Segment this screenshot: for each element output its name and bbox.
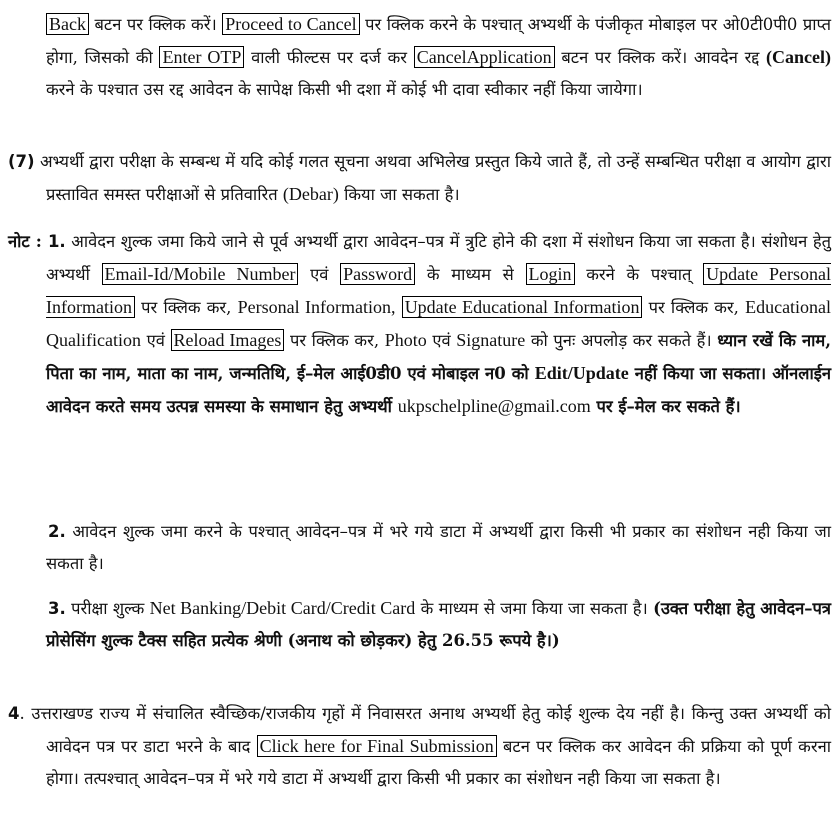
cancel-application-button-ref: CancelApplication	[414, 46, 555, 68]
enter-otp-button-ref: Enter OTP	[159, 46, 244, 68]
processing-fee-note: (उक्त परीक्षा हेतु आवेदन–पत्र प्रोसेसिंग शुल्क टैक्स सहित प्रत्येक श्रेणी (अनाथ को छोड़कर) हेतु 26.55 रूपये है।)	[46, 599, 831, 650]
cancel-paragraph: Back बटन पर क्लिक करें। Proceed to Cancel पर क्लिक करने के पश्चात् अभ्यर्थी के पंजीकृत मोबाइल पर ओ0टी0पी0 प्राप्त होगा, जिसको की Enter OTP वाली फील्टस पर दर्ज कर CancelApplication बटन पर क्लिक करें। आवदेन रद्द (Cancel) करने के पश्चात उस रद्द आवेदन के सापेक्ष किसी भी दशा में कोई भी दावा स्वीकार नहीं किया जायेगा।	[46, 14, 831, 99]
note-1-warning: ध्यान रखें कि नाम, पिता का नाम, माता का नाम, जन्मतिथि, ई–मेल आई0डी0 एवं मोबाइल न0 को	[46, 331, 832, 383]
cancel-bold: (Cancel)	[766, 47, 831, 67]
back-button-ref: Back	[46, 13, 89, 35]
note-label: नोट :	[8, 232, 48, 251]
note-3-number: 3.	[48, 599, 66, 618]
note-3: 3. परीक्षा शुल्क Net Banking/Debit Card/Credit Card के माध्यम से जमा किया जा सकता है। (उक्त परीक्षा हेतु आवेदन–पत्र प्रोसेसिंग शुल्क टैक्स सहित प्रत्येक श्रेणी (अनाथ को छोड़कर) हेतु 26.55 रूपये है।)	[46, 598, 831, 650]
email-mobile-field-ref: Email-Id/Mobile Number	[102, 263, 299, 285]
update-educational-info-ref: Update Educational Information	[402, 296, 643, 318]
note-2-number: 2.	[48, 522, 66, 541]
reload-images-ref: Reload Images	[171, 329, 285, 351]
login-button-ref: Login	[526, 263, 575, 285]
point-7: (7) अभ्यर्थी द्वारा परीक्षा के सम्बन्ध में यदि कोई गलत सूचना अथवा अभिलेख प्रस्तुत किये जाते हैं, तो उन्हें सम्बन्धित परीक्षा व आयोग द्वारा प्रस्तावित समस्त परीक्षाओं से प्रतिवारित (Debar) किया जा सकता है।	[8, 152, 831, 204]
proceed-to-cancel-button-ref: Proceed to Cancel	[222, 13, 359, 35]
update-personal-info-ref: Update Personal Information	[46, 264, 831, 317]
final-submission-button-ref: Click here for Final Submission	[257, 735, 497, 757]
point-4-number: 4	[8, 704, 20, 723]
password-field-ref: Password	[340, 263, 415, 285]
helpline-email: ukpschelpline@gmail.com	[397, 396, 591, 416]
note-1-number: 1.	[47, 232, 66, 251]
note-2: 2. आवेदन शुल्क जमा करने के पश्चात् आवेदन–पत्र में भरे गये डाटा में अभ्यर्थी द्वारा किसी भी प्रकार का संशोधन नही किया जा सकता है।	[46, 522, 831, 573]
point-4: 4. उत्तराखण्ड राज्य में संचालित स्वैच्छिक/राजकीय गृहों में निवासरत अनाथ अभ्यर्थी हेतु कोई शुल्क देय नहीं है। किन्तु उक्त अभ्यर्थी को आवेदन पत्र पर डाटा भरने के बाद Click here for Final Submission बटन पर क्लिक कर आवेदन की प्रक्रिया को पूर्ण करना होगा। तत्पश्चात् आवेदन–पत्र में भरे गये डाटा में अभ्यर्थी द्वारा किसी भी प्रकार का संशोधन नही किया जा सकता है।	[8, 704, 831, 788]
note-1: नोट : 1. आवेदन शुल्क जमा किये जाने से पूर्व अभ्यर्थी द्वारा आवेदन–पत्र में त्रुटि होने की दशा में संशोधन किया जा सकता है। संशोधन हेतु अभ्यर्थी Email-Id/Mobile Number एवं Password के माध्यम से Login करने के पश्चात् Update Personal Information पर क्लिक कर, Personal Information, Update Educational Information पर क्लिक कर, Educational Qualification एवं Reload Images पर क्लिक कर, Photo एवं Signature को पुनः अपलोड़ कर सकते हैं। ध्यान रखें कि नाम, पिता का नाम, माता का नाम, जन्मतिथि, ई–मेल आई0डी0 एवं मोबाइल न0 को Edit/Update नहीं किया जा सकता। ऑनलाईन आवेदन करते समय उत्पन्न समस्या के समाधान हेतु अभ्यर्थी ukpschelpline@gmail.com पर ई–मेल कर सकते हैं।	[8, 232, 832, 416]
point-7-number: (7)	[8, 152, 35, 171]
